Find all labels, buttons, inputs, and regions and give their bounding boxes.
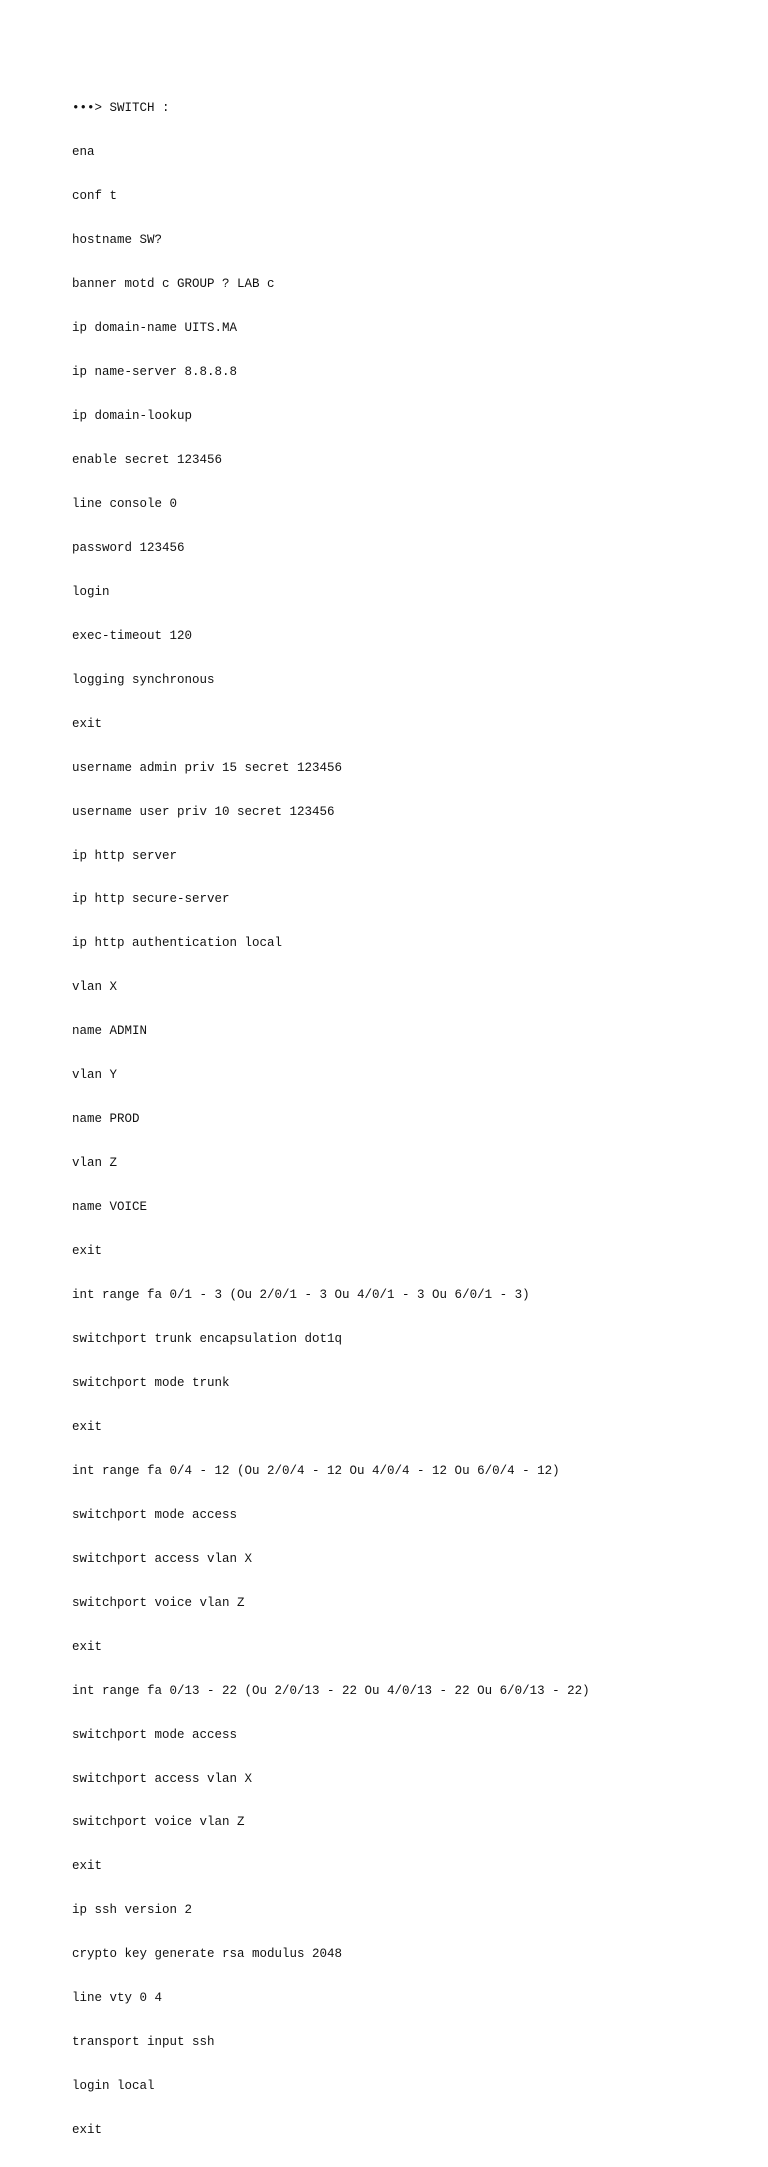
config-line: username user priv 10 secret 123456 [72, 804, 335, 819]
config-line: hostname SW? [72, 233, 163, 248]
config-line: exit [72, 2123, 103, 2138]
config-line: enable secret 123456 [72, 452, 223, 467]
config-line: int range fa 0/1 - 3 (Ou 2/0/1 - 3 Ou 4/0/1 - 3 Ou 6/0/1 - 3) [72, 1288, 530, 1303]
config-line: name VOICE [72, 1200, 148, 1215]
config-line: exit [72, 1639, 103, 1654]
config-line: vlan Z [72, 1156, 118, 1171]
config-line: vlan X [72, 980, 118, 995]
config-line: ip http secure-server [72, 892, 230, 907]
config-line: logging synchronous [72, 672, 215, 687]
config-line: ip domain-lookup [72, 408, 193, 423]
config-line: name ADMIN [72, 1024, 148, 1039]
config-line: crypto key generate rsa modulus 2048 [72, 1947, 343, 1962]
config-line: ip name-server 8.8.8.8 [72, 365, 238, 380]
config-line: username admin priv 15 secret 123456 [72, 760, 343, 775]
config-line: int range fa 0/13 - 22 (Ou 2/0/13 - 22 Ou 4/0/13 - 22 Ou 6/0/13 - 22) [72, 1683, 590, 1698]
config-line: ena [72, 145, 95, 160]
config-line: login local [72, 2079, 155, 2094]
config-line: switchport mode access [72, 1727, 238, 1742]
config-line: vlan Y [72, 1068, 118, 1083]
config-line: ip ssh version 2 [72, 1903, 193, 1918]
config-line: switchport voice vlan Z [72, 1595, 245, 1610]
config-line: switchport mode access [72, 1507, 238, 1522]
config-line: switchport access vlan X [72, 1551, 253, 1566]
config-line: login [72, 584, 110, 599]
config-line: •••> SWITCH : [72, 101, 170, 116]
config-line: password 123456 [72, 540, 185, 555]
config-line: switchport voice vlan Z [72, 1815, 245, 1830]
config-line: line console 0 [72, 496, 178, 511]
config-line: switchport trunk encapsulation dot1q [72, 1332, 343, 1346]
config-line: exec-timeout 120 [72, 628, 193, 643]
config-line: transport input ssh [72, 2035, 215, 2050]
config-line: exit [72, 1244, 103, 1259]
config-line: name PROD [72, 1112, 140, 1127]
config-line: conf t [72, 189, 118, 204]
config-line: exit [72, 716, 103, 731]
config-line: exit [72, 1419, 103, 1434]
config-line: ip http server [72, 848, 178, 863]
config-line: line vty 0 4 [72, 1991, 163, 2006]
config-line: int range fa 0/4 - 12 (Ou 2/0/4 - 12 Ou 4/0/4 - 12 Ou 6/0/4 - 12) [72, 1463, 560, 1478]
config-line: switchport mode trunk [72, 1375, 230, 1390]
config-line: banner motd c GROUP ? LAB c [72, 277, 275, 292]
config-line: exit [72, 1859, 103, 1874]
config-line: ip http authentication local [72, 936, 283, 951]
config-line: ip domain-name UITS.MA [72, 321, 238, 336]
config-line: switchport access vlan X [72, 1771, 253, 1786]
switch-config-text [72, 72, 590, 2167]
